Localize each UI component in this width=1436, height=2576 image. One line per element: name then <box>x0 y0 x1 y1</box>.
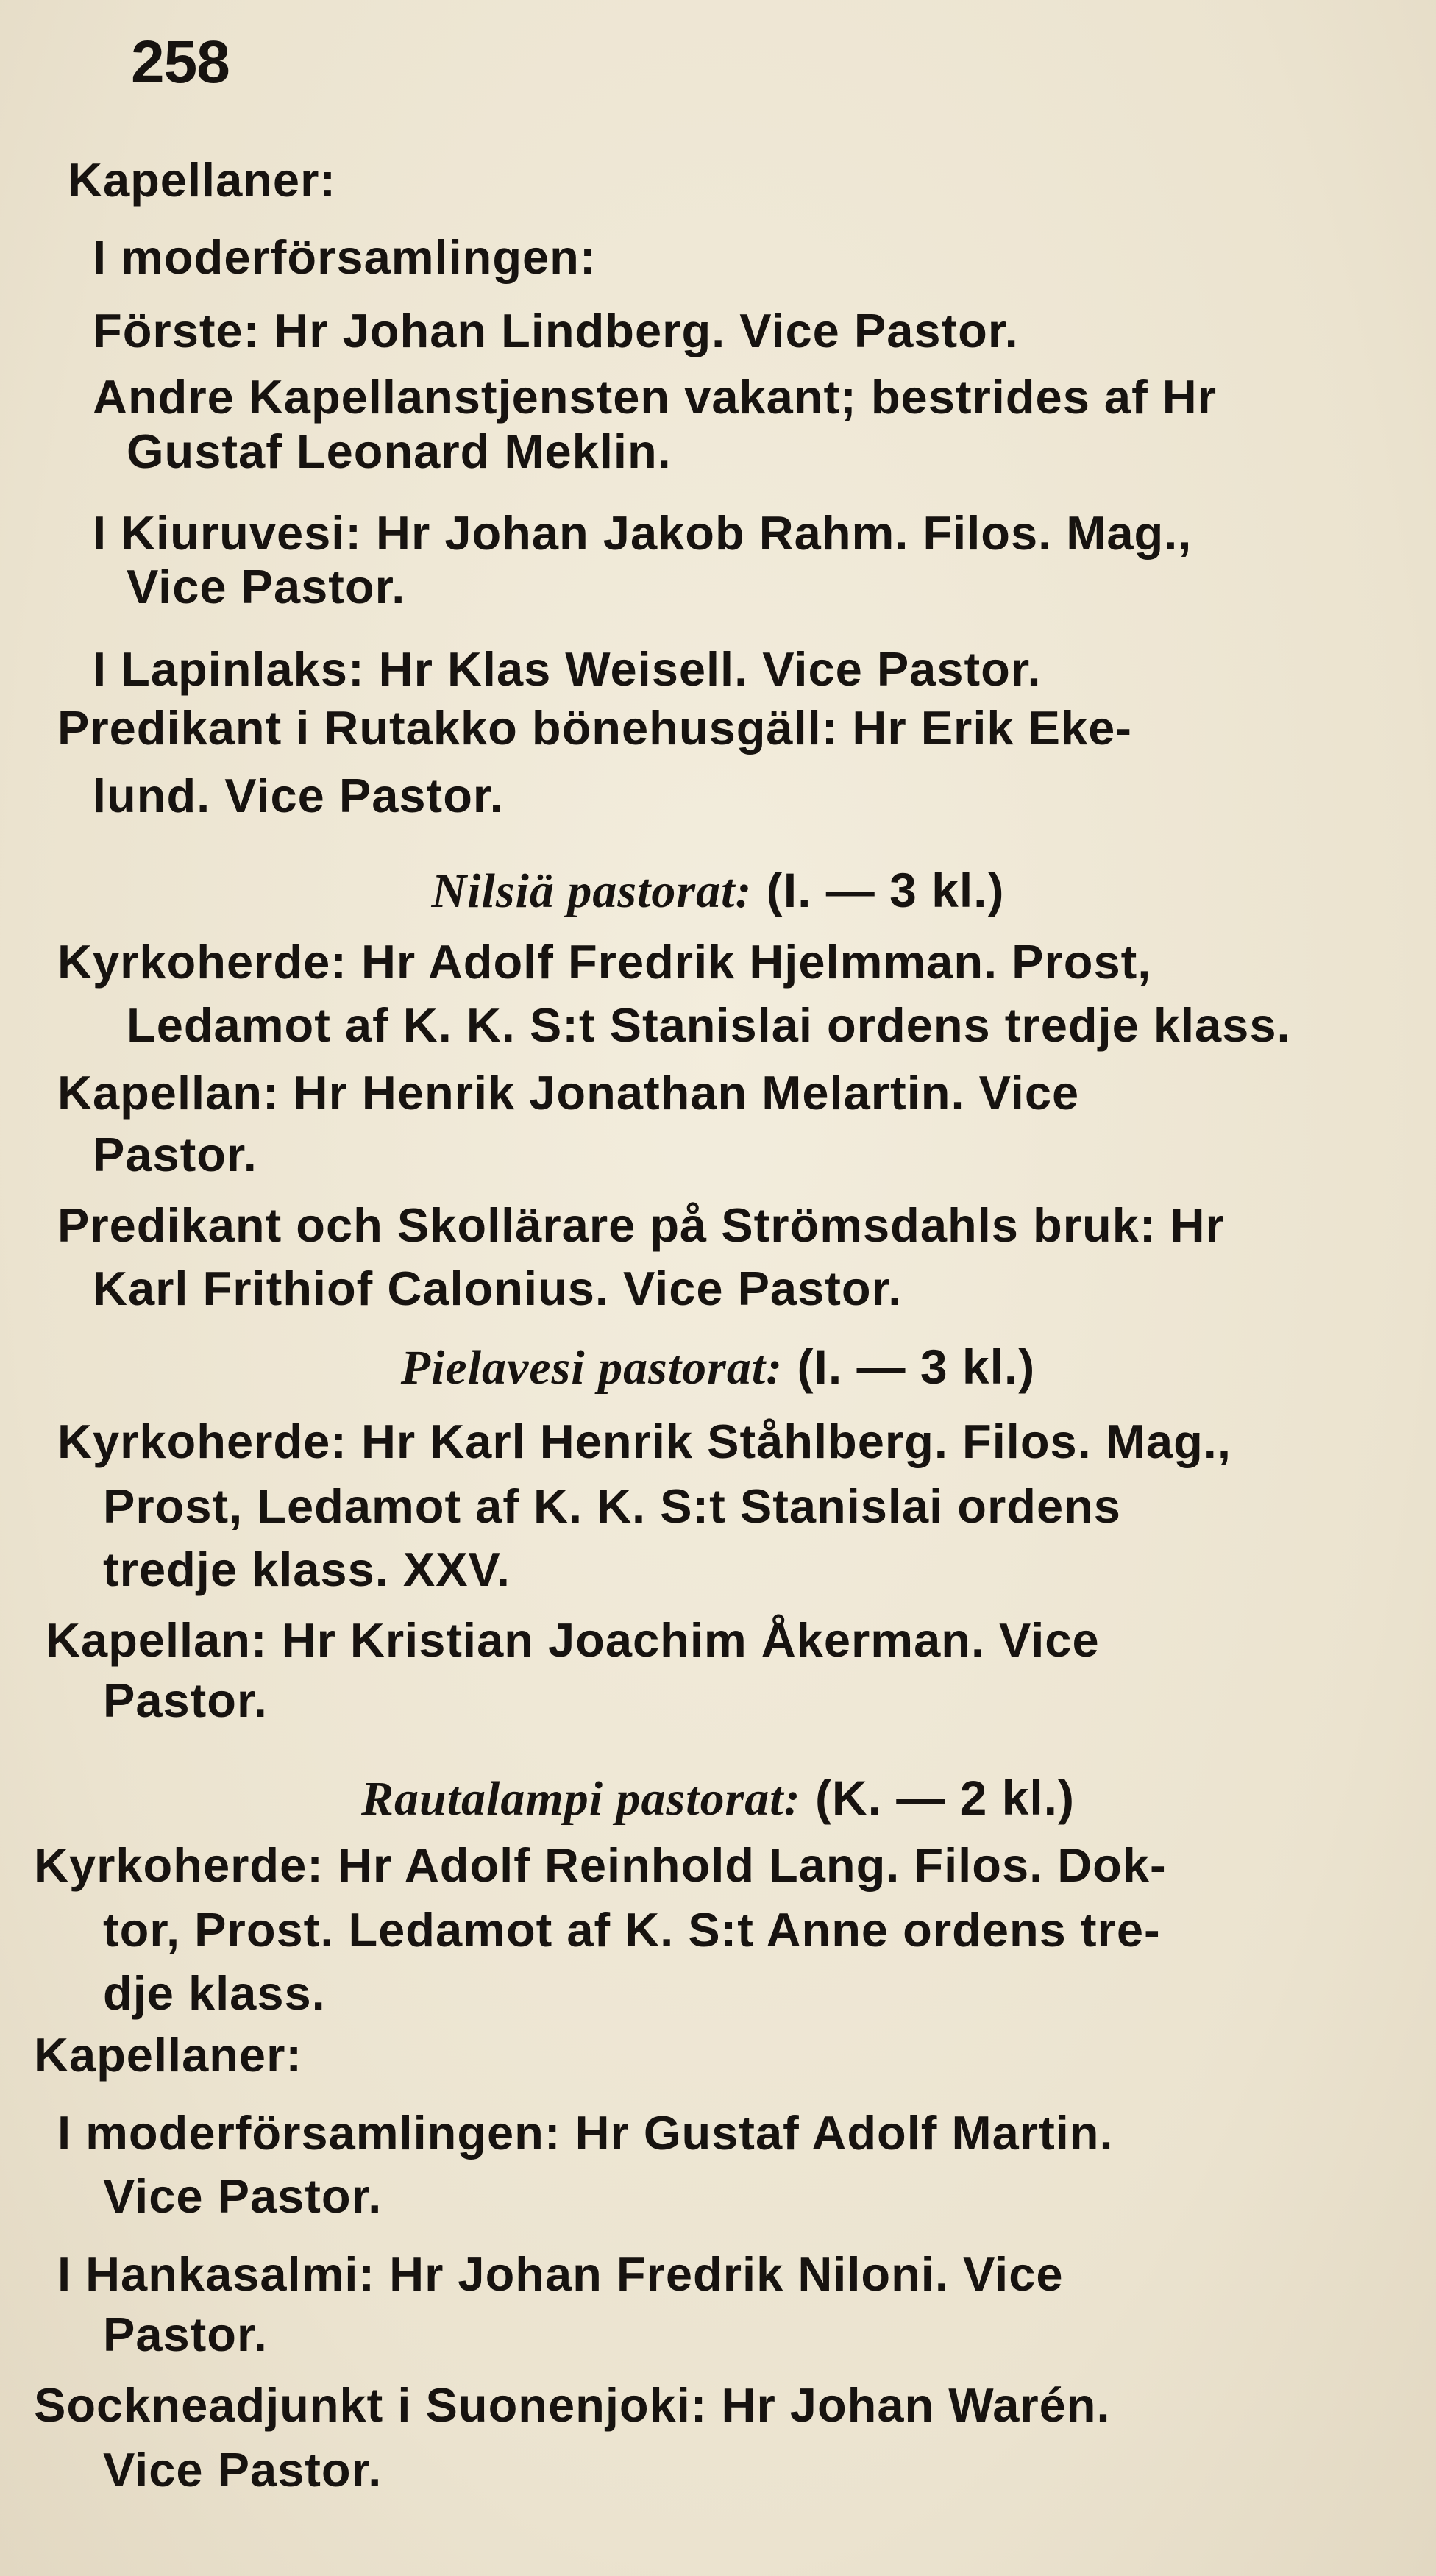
pastorat-class: (K. — 2 kl.) <box>814 1771 1075 1825</box>
text-line: tor, Prost. Ledamot af K. S:t Anne ordens tre- <box>103 1903 1161 1957</box>
text-line: Andre Kapellanstjensten vakant; bestrides af Hr <box>93 370 1218 424</box>
text-line: Kapellaner: <box>34 2028 303 2082</box>
text-line: tredje klass. XXV. <box>103 1543 511 1596</box>
text-line: Kapellaner: <box>68 153 337 207</box>
text-line: Sockneadjunkt i Suonenjoki: Hr Johan Warén. <box>34 2378 1111 2432</box>
page-number: 258 <box>131 29 230 96</box>
text-line: Predikant och Skollärare på Strömsdahls bruk: Hr <box>57 1198 1225 1252</box>
section-heading <box>0 859 1436 922</box>
text-line: I Lapinlaks: Hr Klas Weisell. Vice Pastor. <box>93 642 1042 696</box>
text-line: Gustaf Leonard Meklin. <box>127 424 672 478</box>
text-line: Kyrkoherde: Hr Karl Henrik Ståhlberg. Filos. Mag., <box>57 1415 1231 1468</box>
text-line: Vice Pastor. <box>103 2443 383 2497</box>
text-line: Pastor. <box>103 1673 268 1727</box>
text-line: Karl Frithiof Calonius. Vice Pastor. <box>93 1262 903 1315</box>
text-line: Pastor. <box>103 2308 268 2361</box>
text-line: I moderförsamlingen: Hr Gustaf Adolf Martin. <box>57 2106 1114 2160</box>
text-line: Kapellan: Hr Kristian Joachim Åkerman. Vice <box>46 1613 1100 1667</box>
pastorat-name: Rautalampi pastorat: <box>360 1772 801 1826</box>
text-line: Kyrkoherde: Hr Adolf Fredrik Hjelmman. Prost, <box>57 935 1152 989</box>
pastorat-name: Pielavesi pastorat: <box>400 1341 783 1395</box>
text-line: I Kiuruvesi: Hr Johan Jakob Rahm. Filos. Mag., <box>93 506 1192 560</box>
text-line: Kapellan: Hr Henrik Jonathan Melartin. Vice <box>57 1066 1080 1120</box>
section-heading <box>0 1336 1436 1399</box>
text-line: Förste: Hr Johan Lindberg. Vice Pastor. <box>93 304 1019 357</box>
text-line: Pastor. <box>93 1128 257 1181</box>
text-line: Predikant i Rutakko bönehusgäll: Hr Erik Eke- <box>57 701 1132 755</box>
pastorat-class: (I. — 3 kl.) <box>766 863 1005 917</box>
text-line: Prost, Ledamot af K. K. S:t Stanislai ordens <box>103 1479 1121 1533</box>
text-line: dje klass. <box>103 1966 326 2020</box>
text-line: Vice Pastor. <box>103 2169 383 2223</box>
text-line: lund. Vice Pastor. <box>93 769 504 822</box>
text-line: Vice Pastor. <box>127 560 406 613</box>
text-line: I moderförsamlingen: <box>93 230 597 284</box>
pastorat-class: (I. — 3 kl.) <box>797 1339 1036 1394</box>
text-line: Kyrkoherde: Hr Adolf Reinhold Lang. Filos. Dok- <box>34 1838 1167 1892</box>
section-heading <box>0 1767 1436 1830</box>
text-line: I Hankasalmi: Hr Johan Fredrik Niloni. Vice <box>57 2247 1064 2301</box>
text-line: Ledamot af K. K. S:t Stanislai ordens tredje klass. <box>127 998 1291 1052</box>
pastorat-name: Nilsiä pastorat: <box>431 864 753 918</box>
